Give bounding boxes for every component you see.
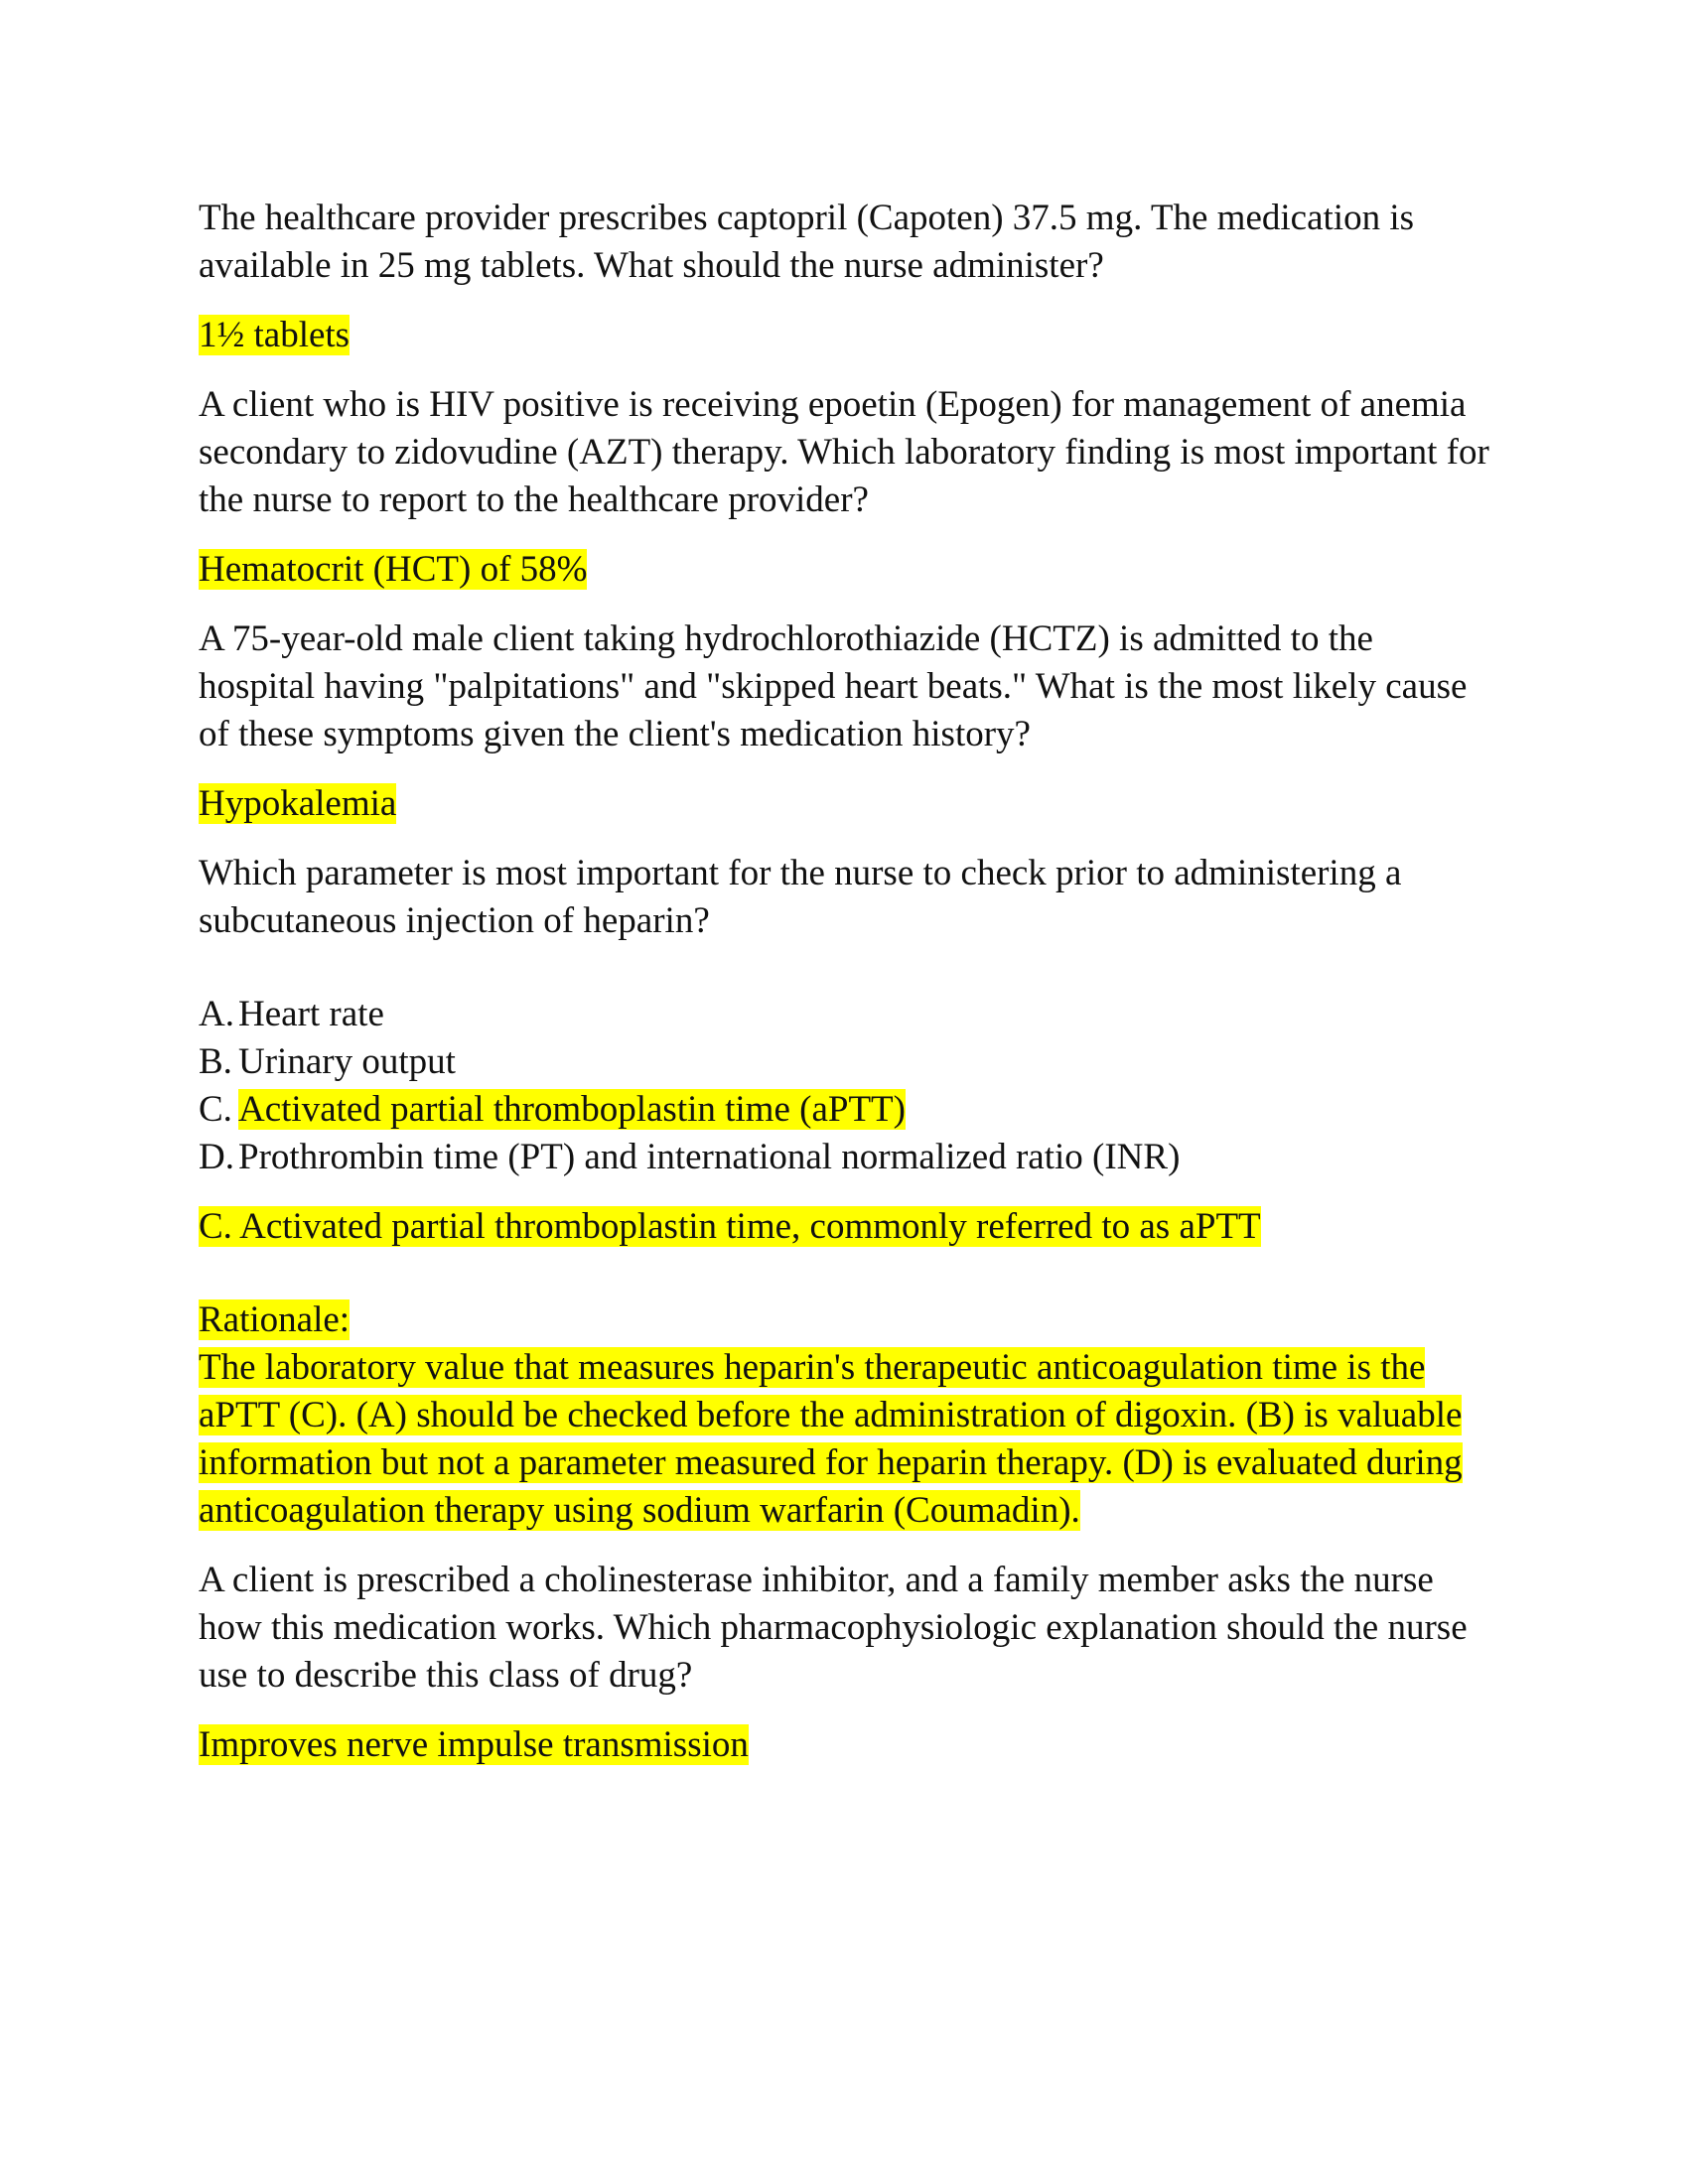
option-c: [199, 1086, 1489, 1134]
answer-4: C. Activated partial thromboplastin time, commonly referred to as aPTT: [199, 1206, 1261, 1247]
rationale-label: Rationale:: [199, 1299, 351, 1340]
option-letter: B.: [199, 1041, 232, 1082]
question-4: Which parameter is most important for the nurse to check prior to administering a subcutaneous injection of heparin?: [199, 853, 1402, 941]
option-letter: A.: [199, 994, 234, 1034]
option-letter: C.: [199, 1089, 232, 1130]
answer-1: 1½ tablets: [199, 315, 351, 355]
answer-2: Hematocrit (HCT) of 58%: [199, 549, 588, 590]
option-text: Urinary output: [238, 1041, 456, 1082]
answer-3: Hypokalemia: [199, 783, 397, 824]
question-1: The healthcare provider prescribes captopril (Capoten) 37.5 mg. The medication is available in 25 mg tablets. What should the nurse administer?: [199, 198, 1414, 286]
option-text: Prothrombin time (PT) and international normalized ratio (INR): [238, 1137, 1181, 1177]
question-5: A client is prescribed a cholinesterase inhibitor, and a family member asks the nurse how this medication works. Which pharmacophysiologic explanation should the nurse use to describe this class of drug?: [199, 1560, 1468, 1696]
option-a: [199, 991, 1489, 1038]
options-list: [199, 991, 1489, 1181]
question-2: A client who is HIV positive is receiving epoetin (Epogen) for management of anemia secondary to zidovudine (AZT) therapy. Which laboratory finding is most important for the nurse to report to the healthcare provider?: [199, 384, 1489, 520]
option-d: [199, 1134, 1489, 1181]
question-3: A 75-year-old male client taking hydrochlorothiazide (HCTZ) is admitted to the hospital having "palpitations" and "skipped heart beats." What is the most likely cause of these symptoms given the client's medication history?: [199, 618, 1468, 754]
option-letter: D.: [199, 1137, 234, 1177]
option-b: [199, 1038, 1489, 1086]
document-page: [199, 195, 1489, 1769]
option-text-highlighted: Activated partial thromboplastin time (aPTT): [238, 1089, 906, 1130]
option-text: Heart rate: [238, 994, 384, 1034]
rationale-text: The laboratory value that measures heparin's therapeutic anticoagulation time is the aPTT (C). (A) should be checked before the administration of digoxin. (B) is valuable information but not a parameter measured for heparin therapy. (D) is evaluated during anticoagulation therapy using sodium warfarin (Coumadin).: [199, 1347, 1463, 1531]
answer-5: Improves nerve impulse transmission: [199, 1724, 749, 1765]
